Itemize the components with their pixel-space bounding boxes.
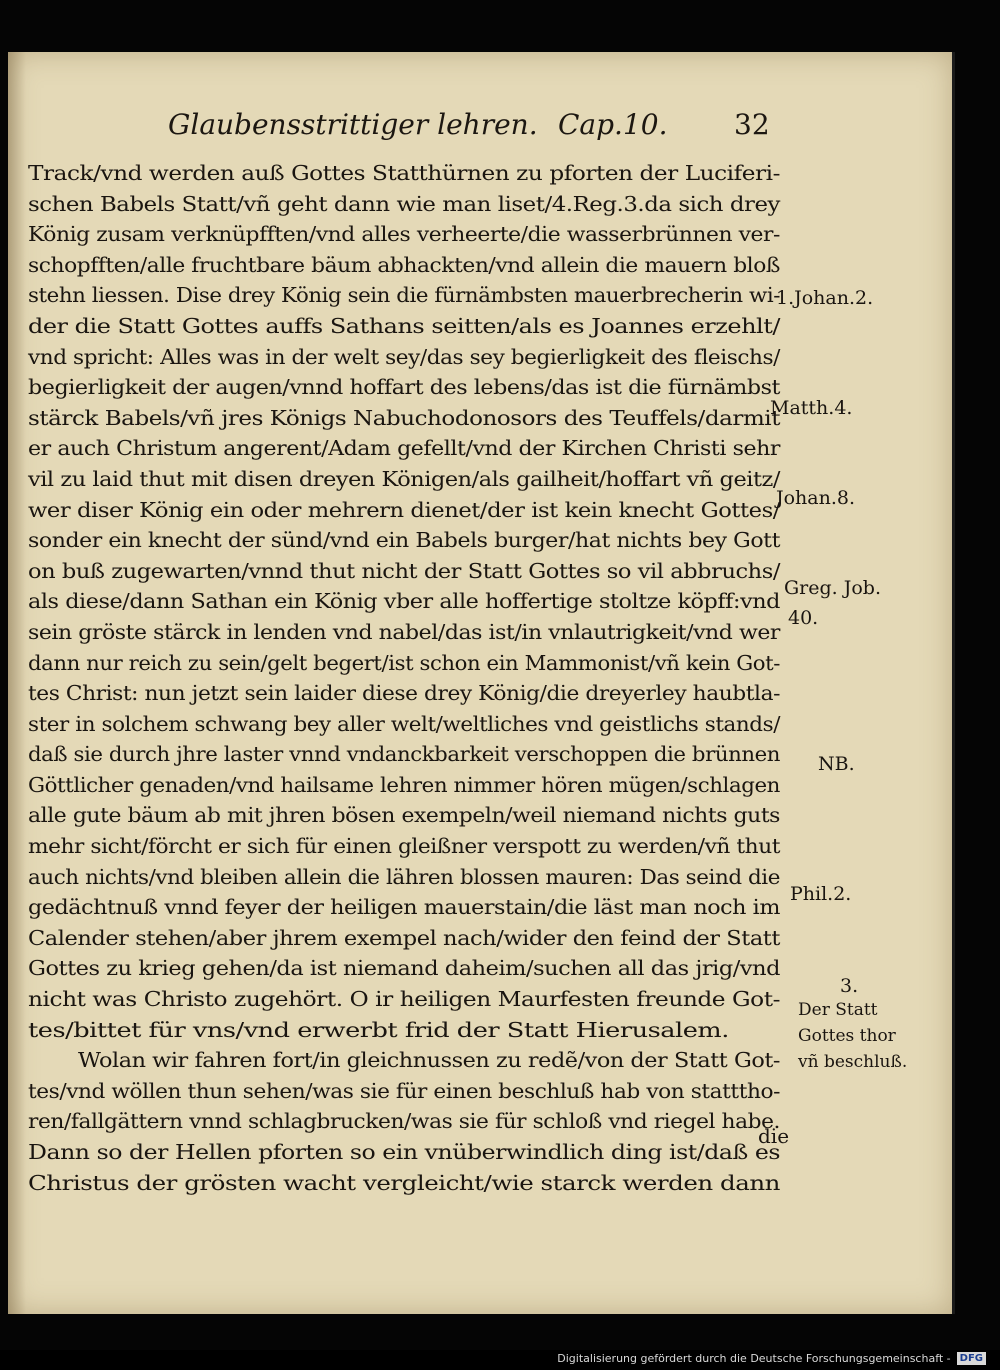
text-line: daß sie durch jhre laster vnnd vndanckbarkeit verschoppen die brünnen (28, 742, 780, 767)
text-line: dann nur reich zu sein/gelt begert/ist schon ein Mammonist/vñ kein Got- (28, 650, 780, 675)
body-text-block (28, 158, 818, 1198)
catchword: die (758, 1124, 790, 1148)
margin-note-section-line-1: Der Statt (798, 1000, 878, 1020)
margin-note-nb: NB. (818, 753, 855, 775)
text-line: wer diser König ein oder mehrern dienet/der ist kein knecht Gottes/ (28, 497, 780, 522)
dfg-logo: DFG (957, 1352, 986, 1365)
text-line: stärck Babels/vñ jres Königs Nabuchodonosors des Teuffels/darmit (28, 405, 780, 430)
text-line: Christus der grösten wacht vergleicht/wie starck werden dann (28, 1170, 780, 1195)
text-line: Dann so der Hellen pforten so ein vnüberwindlich ding ist/daß es (28, 1140, 780, 1164)
text-line: schen Babels Statt/vñ geht dann wie man liset/4.Reg.3.da sich drey (28, 191, 780, 216)
text-line: ster in solchem schwang bey aller welt/weltliches vnd geistlichs stands/ (28, 711, 780, 736)
margin-note-section-line-3: vñ beschluß. (798, 1052, 908, 1072)
text-line: alle gute bäum ab mit jhren bösen exempeln/weil niemand nichts guts (28, 803, 780, 828)
footer-credit (557, 1349, 986, 1367)
margin-note-section-line-2: Gottes thor (798, 1026, 896, 1046)
text-line: Gottes zu krieg gehen/da ist niemand daheim/suchen all das jrig/vnd (28, 956, 780, 981)
running-head-chapter: Cap.10. (558, 108, 668, 141)
text-line: begierligkeit der augen/vnnd hoffart des lebens/das ist die fürnämbst (28, 375, 780, 400)
margin-note-johan-2: 1.Johan.2. (776, 287, 874, 309)
margin-note-greg-job: Greg. Job. (784, 577, 882, 599)
margin-note-phil-2: Phil.2. (790, 883, 852, 905)
text-line: stehn liessen. Dise drey König sein die fürnämbsten mauerbrecherin wi- (28, 283, 780, 308)
text-line: Göttlicher genaden/vnd hailsame lehren nimmer hören mügen/schlagen (28, 772, 780, 797)
text-line: tes/vnd wöllen thun sehen/was sie für einen beschluß hab von statttho- (28, 1078, 780, 1103)
margin-note-matth-4: Matth.4. (770, 397, 853, 419)
text-line: nicht was Christo zugehört. O ir heiligen Maurfesten freunde Got- (28, 987, 780, 1012)
folio-number: 32 (734, 108, 770, 141)
text-line: er auch Christum angerent/Adam gefellt/vnd der Kirchen Christi sehr (28, 436, 780, 461)
text-line: auch nichts/vnd bleiben allein die lähren blossen mauren: Das seind die (28, 864, 780, 889)
text-line: der die Statt Gottes auffs Sathans seitten/als es Joannes erzehlt/ (28, 313, 781, 338)
text-line: gedächtnuß vnnd feyer der heiligen mauerstain/die läst man noch im (28, 895, 780, 920)
text-line: König zusam verknüpfften/vnd alles verheerte/die wasserbrünnen ver- (28, 222, 780, 247)
text-line: sein gröste stärck in lenden vnd nabel/das ist/in vnlautrigkeit/vnd wer (28, 619, 780, 644)
book-page (8, 52, 955, 1314)
margin-note-greg-number: 40. (788, 607, 819, 629)
text-line: vnd spricht: Alles was in der welt sey/das sey begierligkeit des fleischs/ (28, 344, 781, 369)
footer-credit-text: Digitalisierung gefördert durch die Deutsche Forschungsgemeinschaft - (557, 1351, 951, 1365)
text-line: sonder ein knecht der sünd/vnd ein Babels burger/hat nichts bey Gott (28, 528, 780, 553)
text-line: als diese/dann Sathan ein König vber alle hoffertige stoltze köpff:vnd (28, 589, 780, 614)
margin-note-section-number: 3. (840, 975, 859, 997)
running-head-title: Glaubensstrittiger lehren. (168, 108, 538, 141)
text-line: Track/vnd werden auß Gottes Statthürnen zu pforten der Luciferi- (28, 161, 780, 185)
text-line: mehr sicht/förcht er sich für einen gleißner verspott zu werden/vñ thut (28, 834, 780, 859)
margin-note-johan-8: Johan.8. (776, 487, 856, 509)
text-line: tes Christ: nun jetzt sein laider diese drey König/die dreyerley haubtla- (28, 681, 780, 706)
text-line: schopfften/alle fruchtbare bäum abhackten/vnd allein die mauern bloß (28, 252, 780, 277)
text-line: on buß zugewarten/vnnd thut nicht der Statt Gottes so vil abbruchs/ (28, 558, 780, 583)
page-gutter-shadow (8, 52, 26, 1314)
text-line: Calender stehen/aber jhrem exempel nach/wider den feind der Statt (28, 925, 780, 950)
running-head (168, 102, 788, 148)
text-line: Wolan wir fahren fort/in gleichnussen zu redẽ/von der Statt Got- (78, 1048, 780, 1073)
text-line: ren/fallgättern vnnd schlagbrucken/was sie für schloß vnd riegel habe. (28, 1109, 780, 1134)
text-line: tes/bittet für vns/vnd erwerbt frid der Statt Hierusalem. (28, 1017, 729, 1042)
text-line: vil zu laid thut mit disen dreyen Königen/als gailheit/hoffart vñ geitz/ (28, 466, 780, 491)
